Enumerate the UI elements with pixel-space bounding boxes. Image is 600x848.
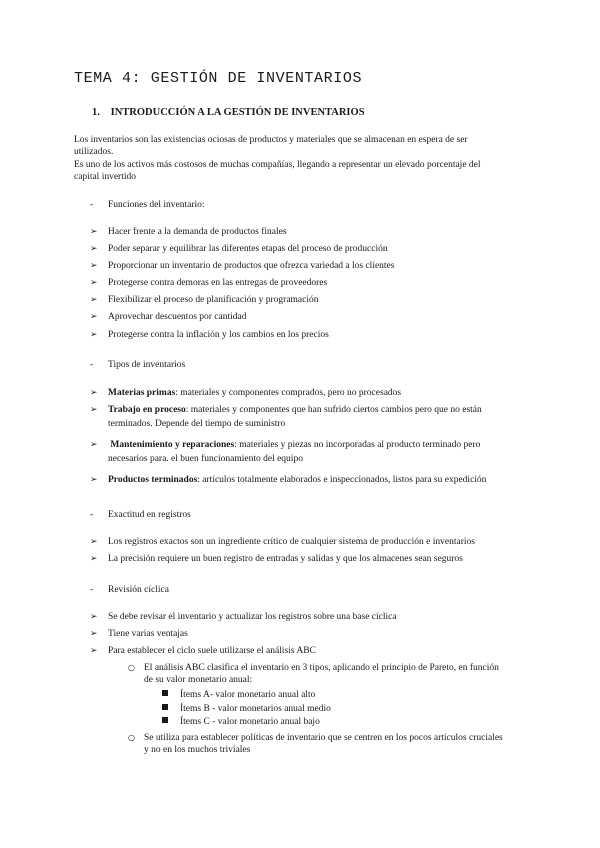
- arrow-bullet-icon: ➢: [90, 330, 98, 340]
- square-bullet-icon: [162, 690, 168, 696]
- list-item-text: Protegerse contra demoras en las entregas de proveedores: [108, 278, 328, 288]
- subsublist-item: [162, 704, 331, 714]
- arrow-bullet-icon: ➢: [90, 612, 98, 622]
- arrow-bullet-icon: ➢: [90, 405, 98, 415]
- term-description: : materiales y piezas no incorporadas al producto terminado pero: [234, 440, 481, 450]
- list-item-text: Los registros exactos son un ingrediente crítico de cualquier sistema de producción e inventarios: [108, 537, 475, 547]
- arrow-bullet-icon: ➢: [90, 554, 98, 564]
- revision-heading: [90, 585, 169, 595]
- sublist-item-text-cont: de su valor monetario anual:: [144, 675, 253, 685]
- arrow-bullet-icon: ➢: [90, 312, 98, 322]
- section-heading: [92, 107, 365, 118]
- term-bold: Materias primas: [108, 388, 176, 398]
- term-bold: Trabajo en proceso: [108, 405, 186, 415]
- term-description: : artículos totalmente elaborados e inspeccionados, listos para su expedición: [197, 475, 487, 485]
- arrow-bullet-icon: ➢: [90, 537, 98, 547]
- list-item: [90, 403, 530, 431]
- sublist-item-text: El análisis ABC clasifica el inventario en 3 tipos, aplicando el principio de Pareto, en función: [144, 663, 499, 673]
- term-description: : materiales y componentes que han sufrido ciertos cambios pero que no están: [185, 405, 482, 415]
- funciones-heading: [90, 200, 205, 210]
- funciones-heading-text: Funciones del inventario:: [108, 200, 205, 210]
- sublist-item: [128, 662, 528, 688]
- square-bullet-icon: [162, 717, 168, 723]
- page-title: TEMA 4: GESTIÓN DE INVENTARIOS: [74, 70, 363, 87]
- arrow-bullet-icon: ➢: [90, 629, 98, 639]
- intro-line-1: Los inventarios son las existencias ociosas de productos y materiales que se almacenan en espera de ser: [74, 135, 468, 145]
- tipos-heading-text: Tipos de inventarios: [108, 360, 186, 370]
- list-item-text: Poder separar y equilibrar las diferentes etapas del proceso de producción: [108, 244, 388, 254]
- section-number: 1.: [92, 107, 100, 118]
- arrow-bullet-icon: ➢: [90, 244, 98, 254]
- list-item-text: Tiene varias ventajas: [108, 629, 188, 639]
- list-item-text: Aprovechar descuentos por cantidad: [108, 312, 247, 322]
- list-item-text: Proporcionar un inventario de productos que ofrezca variedad a los clientes: [108, 261, 395, 271]
- list-item-text: Hacer frente a la demanda de productos finales: [108, 227, 287, 237]
- exactitud-heading: [90, 510, 191, 520]
- sublist-item-text: Se utiliza para establecer políticas de inventario que se centren en los pocos artículos cruciales: [144, 733, 503, 743]
- arrow-bullet-icon: ➢: [90, 295, 98, 305]
- subsublist-item-text: Ítems A- valor monetario anual alto: [180, 690, 316, 700]
- arrow-bullet-icon: ➢: [90, 440, 98, 450]
- subsublist-item: [162, 690, 315, 700]
- subsublist-item-text: Ítems B - valor monetarios anual medio: [180, 704, 331, 714]
- revision-heading-text: Revisión cíclica: [108, 585, 169, 595]
- intro-line-3: Es uno de los activos más costosos de muchas compañías, llegando a representar un elevado porcentaje del: [74, 160, 481, 170]
- dash-bullet: -: [90, 200, 94, 210]
- arrow-bullet-icon: ➢: [90, 388, 98, 398]
- arrow-bullet-icon: ➢: [90, 646, 98, 656]
- square-bullet-icon: [162, 704, 168, 710]
- term-bold: Mantenimiento y reparaciones: [110, 440, 235, 450]
- circle-bullet-icon: ○: [128, 663, 135, 672]
- tipos-heading: [90, 360, 185, 370]
- list-item-text: La precisión requiere un buen registro de entradas y salidas y que los almacenes sean seguros: [108, 554, 463, 564]
- subsublist-item-text: Ítems C - valor monetario anual bajo: [180, 717, 320, 727]
- arrow-bullet-icon: ➢: [90, 227, 98, 237]
- term-bold: Productos terminados: [108, 475, 198, 485]
- term-description: : materiales y componentes comprados, pero no procesados: [175, 388, 402, 398]
- section-heading-text: INTRODUCCIÓN A LA GESTIÓN DE INVENTARIOS: [110, 107, 365, 118]
- arrow-bullet-icon: ➢: [90, 278, 98, 288]
- intro-line-4: capital invertido: [74, 172, 136, 182]
- arrow-bullet-icon: ➢: [90, 261, 98, 271]
- term-description-cont: terminados. Depende del tiempo de suministro: [108, 419, 286, 429]
- dash-bullet: -: [90, 360, 94, 370]
- dash-bullet: -: [90, 510, 94, 520]
- list-item-text: Flexibilizar el proceso de planificación y programación: [108, 295, 319, 305]
- list-item-text: Se debe revisar el inventario y actualizar los registros sobre una base cíclica: [108, 612, 397, 622]
- subsublist-item: [162, 717, 320, 727]
- term-description-cont: necesarios para. el buen funcionamiento del equipo: [108, 454, 303, 464]
- exactitud-heading-text: Exactitud en registros: [108, 510, 191, 520]
- sublist-item: [128, 732, 528, 758]
- arrow-bullet-icon: ➢: [90, 475, 98, 485]
- dash-bullet: -: [90, 585, 94, 595]
- sublist-item-text-cont: y no en los muchos triviales: [144, 745, 251, 755]
- list-item-text: Protegerse contra la inflación y los cambios en los precios: [108, 330, 329, 340]
- circle-bullet-icon: ○: [128, 733, 135, 742]
- intro-line-2: utilizados.: [74, 147, 114, 157]
- list-item-text: Para establecer el ciclo suele utilizarse el análisis ABC: [108, 646, 316, 656]
- list-item: [90, 438, 530, 466]
